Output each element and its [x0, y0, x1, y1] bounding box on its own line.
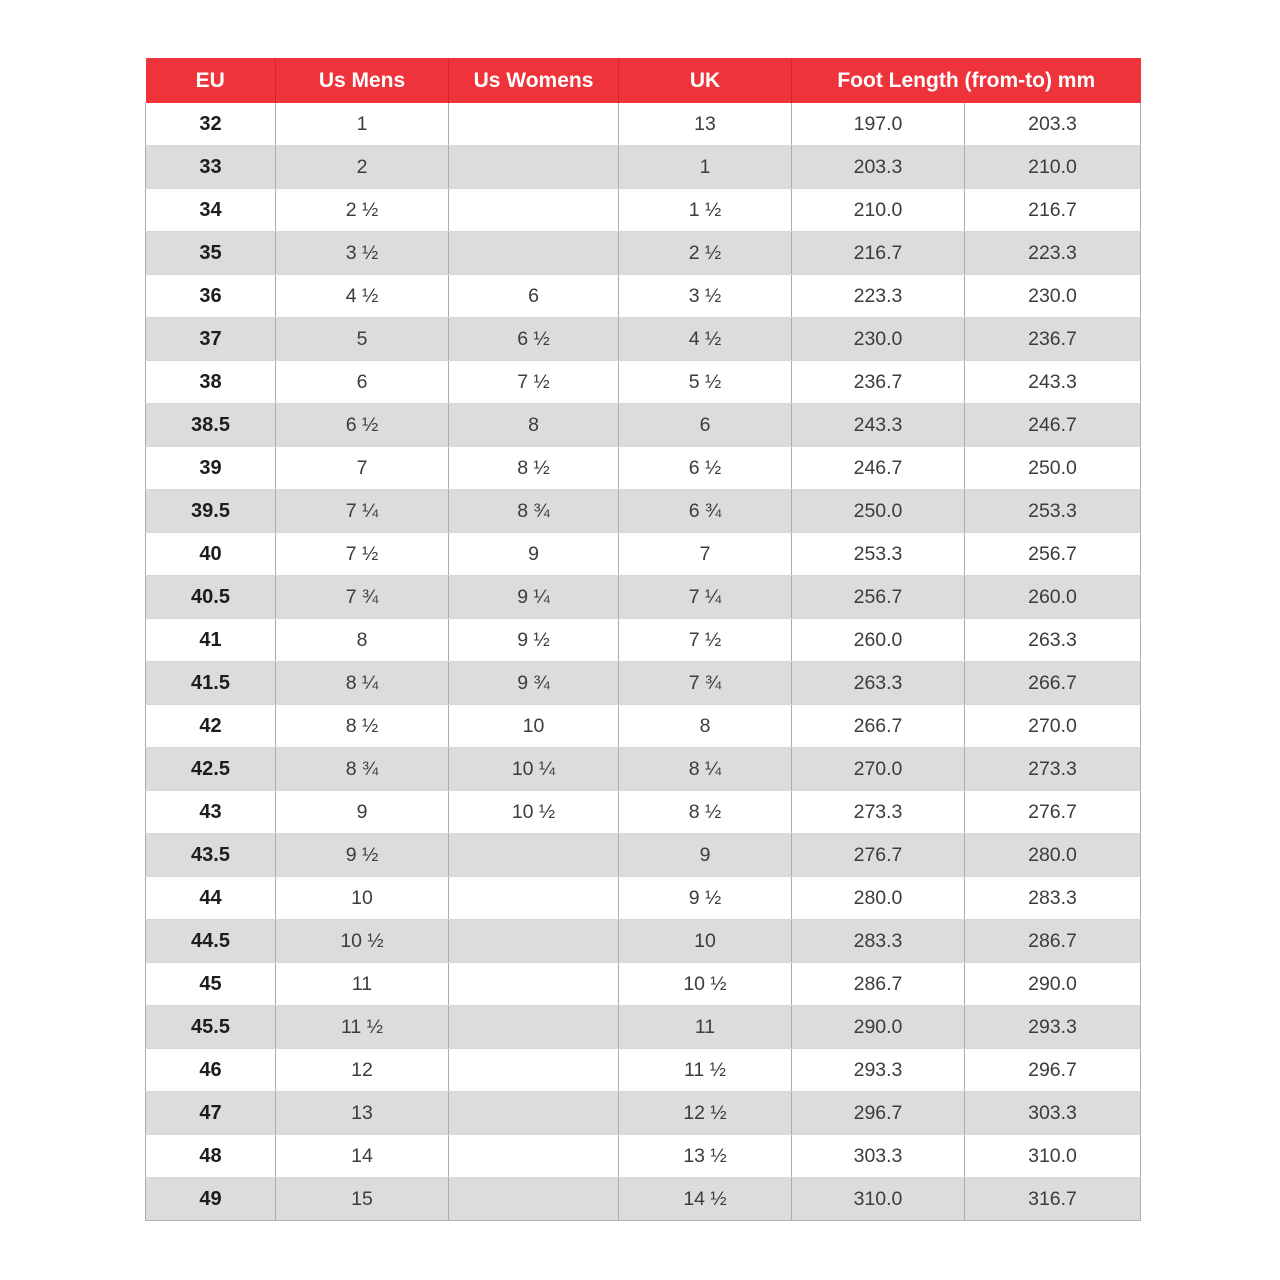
size-cell: 10 ½: [449, 791, 619, 834]
size-cell: 11: [619, 1006, 792, 1049]
size-cell: 7 ¼: [276, 490, 449, 533]
size-cell: [449, 920, 619, 963]
table-row: [146, 877, 1141, 920]
eu-size-cell: 43.5: [146, 834, 276, 877]
size-cell: 203.3: [965, 103, 1141, 146]
size-cell: 290.0: [792, 1006, 965, 1049]
size-cell: 10 ½: [276, 920, 449, 963]
size-cell: 270.0: [792, 748, 965, 791]
eu-size-cell: 33: [146, 146, 276, 189]
eu-size-cell: 35: [146, 232, 276, 275]
size-cell: 8 ½: [449, 447, 619, 490]
column-header: Us Mens: [276, 58, 449, 103]
size-cell: 8: [276, 619, 449, 662]
size-cell: 197.0: [792, 103, 965, 146]
table-body: [146, 103, 1141, 1221]
size-cell: 236.7: [965, 318, 1141, 361]
eu-size-cell: 49: [146, 1178, 276, 1221]
size-cell: 7: [276, 447, 449, 490]
table-row: [146, 318, 1141, 361]
size-chart: [145, 58, 1140, 1221]
size-cell: 266.7: [965, 662, 1141, 705]
size-cell: 210.0: [792, 189, 965, 232]
eu-size-cell: 40: [146, 533, 276, 576]
size-cell: 276.7: [792, 834, 965, 877]
size-cell: 8 ¾: [276, 748, 449, 791]
eu-size-cell: 45.5: [146, 1006, 276, 1049]
size-cell: 9: [619, 834, 792, 877]
size-cell: 8 ½: [619, 791, 792, 834]
size-cell: 243.3: [792, 404, 965, 447]
size-cell: 216.7: [792, 232, 965, 275]
size-cell: 310.0: [792, 1178, 965, 1221]
table-row: [146, 103, 1141, 146]
size-cell: 7 ¾: [619, 662, 792, 705]
size-cell: 253.3: [965, 490, 1141, 533]
size-cell: 8 ½: [276, 705, 449, 748]
size-cell: 9 ¾: [449, 662, 619, 705]
size-cell: 6: [449, 275, 619, 318]
size-cell: 8 ¼: [276, 662, 449, 705]
size-cell: 9 ½: [449, 619, 619, 662]
size-cell: 11 ½: [619, 1049, 792, 1092]
eu-size-cell: 48: [146, 1135, 276, 1178]
size-cell: 9 ½: [276, 834, 449, 877]
size-cell: 8: [449, 404, 619, 447]
size-cell: [449, 834, 619, 877]
size-cell: 1: [276, 103, 449, 146]
size-cell: [449, 1178, 619, 1221]
size-cell: 230.0: [792, 318, 965, 361]
table-row: [146, 232, 1141, 275]
size-cell: 303.3: [792, 1135, 965, 1178]
table-row: [146, 748, 1141, 791]
size-cell: [449, 189, 619, 232]
size-cell: 13 ½: [619, 1135, 792, 1178]
size-cell: 4 ½: [276, 275, 449, 318]
eu-size-cell: 41: [146, 619, 276, 662]
size-cell: 2: [276, 146, 449, 189]
size-cell: 283.3: [792, 920, 965, 963]
size-cell: 316.7: [965, 1178, 1141, 1221]
size-cell: 6 ¾: [619, 490, 792, 533]
size-cell: 223.3: [965, 232, 1141, 275]
size-cell: 210.0: [965, 146, 1141, 189]
size-cell: 3 ½: [276, 232, 449, 275]
eu-size-cell: 42.5: [146, 748, 276, 791]
eu-size-cell: 36: [146, 275, 276, 318]
eu-size-cell: 38.5: [146, 404, 276, 447]
size-cell: 223.3: [792, 275, 965, 318]
size-cell: 13: [619, 103, 792, 146]
size-cell: 1 ½: [619, 189, 792, 232]
eu-size-cell: 44.5: [146, 920, 276, 963]
size-cell: 293.3: [792, 1049, 965, 1092]
size-cell: 260.0: [965, 576, 1141, 619]
table-row: [146, 1006, 1141, 1049]
table-row: [146, 1178, 1141, 1221]
size-cell: 283.3: [965, 877, 1141, 920]
size-cell: 5: [276, 318, 449, 361]
size-cell: 7 ¼: [619, 576, 792, 619]
size-cell: 2 ½: [619, 232, 792, 275]
size-cell: 8: [619, 705, 792, 748]
column-header: Us Womens: [449, 58, 619, 103]
size-cell: 14: [276, 1135, 449, 1178]
size-cell: 286.7: [965, 920, 1141, 963]
eu-size-cell: 32: [146, 103, 276, 146]
size-cell: 270.0: [965, 705, 1141, 748]
eu-size-cell: 37: [146, 318, 276, 361]
size-cell: 10: [619, 920, 792, 963]
table-row: [146, 963, 1141, 1006]
table-head: [146, 58, 1141, 103]
size-cell: 260.0: [792, 619, 965, 662]
size-cell: 12 ½: [619, 1092, 792, 1135]
table-row: [146, 533, 1141, 576]
size-cell: 250.0: [965, 447, 1141, 490]
size-cell: 8 ¼: [619, 748, 792, 791]
size-cell: 6 ½: [449, 318, 619, 361]
size-cell: 250.0: [792, 490, 965, 533]
size-cell: 5 ½: [619, 361, 792, 404]
size-cell: 13: [276, 1092, 449, 1135]
eu-size-cell: 43: [146, 791, 276, 834]
table-row: [146, 1135, 1141, 1178]
table-row: [146, 920, 1141, 963]
size-cell: 263.3: [792, 662, 965, 705]
table-row: [146, 1092, 1141, 1135]
table-row: [146, 834, 1141, 877]
size-cell: 9: [276, 791, 449, 834]
size-cell: [449, 1006, 619, 1049]
table-row: [146, 275, 1141, 318]
header-row: [146, 58, 1141, 103]
size-cell: [449, 1092, 619, 1135]
size-cell: 290.0: [965, 963, 1141, 1006]
size-cell: 6 ½: [619, 447, 792, 490]
table-row: [146, 490, 1141, 533]
size-cell: 246.7: [792, 447, 965, 490]
size-cell: 256.7: [792, 576, 965, 619]
table-row: [146, 705, 1141, 748]
size-cell: 7: [619, 533, 792, 576]
eu-size-cell: 41.5: [146, 662, 276, 705]
size-cell: 3 ½: [619, 275, 792, 318]
size-cell: 216.7: [965, 189, 1141, 232]
table-row: [146, 361, 1141, 404]
size-cell: 246.7: [965, 404, 1141, 447]
size-cell: 256.7: [965, 533, 1141, 576]
column-header: Foot Length (from-to) mm: [792, 58, 1141, 103]
size-cell: 236.7: [792, 361, 965, 404]
table-row: [146, 1049, 1141, 1092]
table-row: [146, 404, 1141, 447]
size-cell: 1: [619, 146, 792, 189]
size-cell: 296.7: [965, 1049, 1141, 1092]
size-cell: 11: [276, 963, 449, 1006]
size-cell: 280.0: [792, 877, 965, 920]
size-cell: 10: [449, 705, 619, 748]
size-cell: 7 ½: [619, 619, 792, 662]
eu-size-cell: 34: [146, 189, 276, 232]
size-cell: 11 ½: [276, 1006, 449, 1049]
table-row: [146, 619, 1141, 662]
size-cell: 243.3: [965, 361, 1141, 404]
eu-size-cell: 45: [146, 963, 276, 1006]
table-row: [146, 447, 1141, 490]
size-cell: 286.7: [792, 963, 965, 1006]
size-cell: 8 ¾: [449, 490, 619, 533]
size-cell: 296.7: [792, 1092, 965, 1135]
size-cell: 266.7: [792, 705, 965, 748]
column-header: UK: [619, 58, 792, 103]
size-cell: 6 ½: [276, 404, 449, 447]
size-cell: 10 ½: [619, 963, 792, 1006]
size-cell: 273.3: [965, 748, 1141, 791]
size-cell: 9: [449, 533, 619, 576]
size-cell: 263.3: [965, 619, 1141, 662]
size-cell: [449, 146, 619, 189]
column-header: EU: [146, 58, 276, 103]
size-cell: 6: [619, 404, 792, 447]
size-cell: 7 ½: [449, 361, 619, 404]
size-cell: [449, 1135, 619, 1178]
size-cell: 203.3: [792, 146, 965, 189]
eu-size-cell: 39.5: [146, 490, 276, 533]
size-cell: 7 ½: [276, 533, 449, 576]
size-cell: 14 ½: [619, 1178, 792, 1221]
table-row: [146, 791, 1141, 834]
eu-size-cell: 46: [146, 1049, 276, 1092]
size-cell: 10: [276, 877, 449, 920]
size-cell: 15: [276, 1178, 449, 1221]
size-cell: 12: [276, 1049, 449, 1092]
size-cell: 7 ¾: [276, 576, 449, 619]
size-conversion-table: [145, 58, 1141, 1221]
size-cell: [449, 963, 619, 1006]
size-cell: 230.0: [965, 275, 1141, 318]
size-cell: [449, 103, 619, 146]
size-cell: 276.7: [965, 791, 1141, 834]
size-cell: 10 ¼: [449, 748, 619, 791]
eu-size-cell: 42: [146, 705, 276, 748]
table-row: [146, 189, 1141, 232]
size-cell: [449, 1049, 619, 1092]
size-cell: 9 ½: [619, 877, 792, 920]
eu-size-cell: 47: [146, 1092, 276, 1135]
size-cell: 2 ½: [276, 189, 449, 232]
table-row: [146, 662, 1141, 705]
table-row: [146, 146, 1141, 189]
size-cell: 310.0: [965, 1135, 1141, 1178]
table-row: [146, 576, 1141, 619]
size-cell: 6: [276, 361, 449, 404]
size-cell: [449, 232, 619, 275]
eu-size-cell: 39: [146, 447, 276, 490]
size-cell: 253.3: [792, 533, 965, 576]
eu-size-cell: 40.5: [146, 576, 276, 619]
size-cell: 9 ¼: [449, 576, 619, 619]
size-cell: 293.3: [965, 1006, 1141, 1049]
size-cell: 273.3: [792, 791, 965, 834]
size-cell: 4 ½: [619, 318, 792, 361]
eu-size-cell: 44: [146, 877, 276, 920]
size-cell: [449, 877, 619, 920]
size-cell: 303.3: [965, 1092, 1141, 1135]
size-cell: 280.0: [965, 834, 1141, 877]
eu-size-cell: 38: [146, 361, 276, 404]
